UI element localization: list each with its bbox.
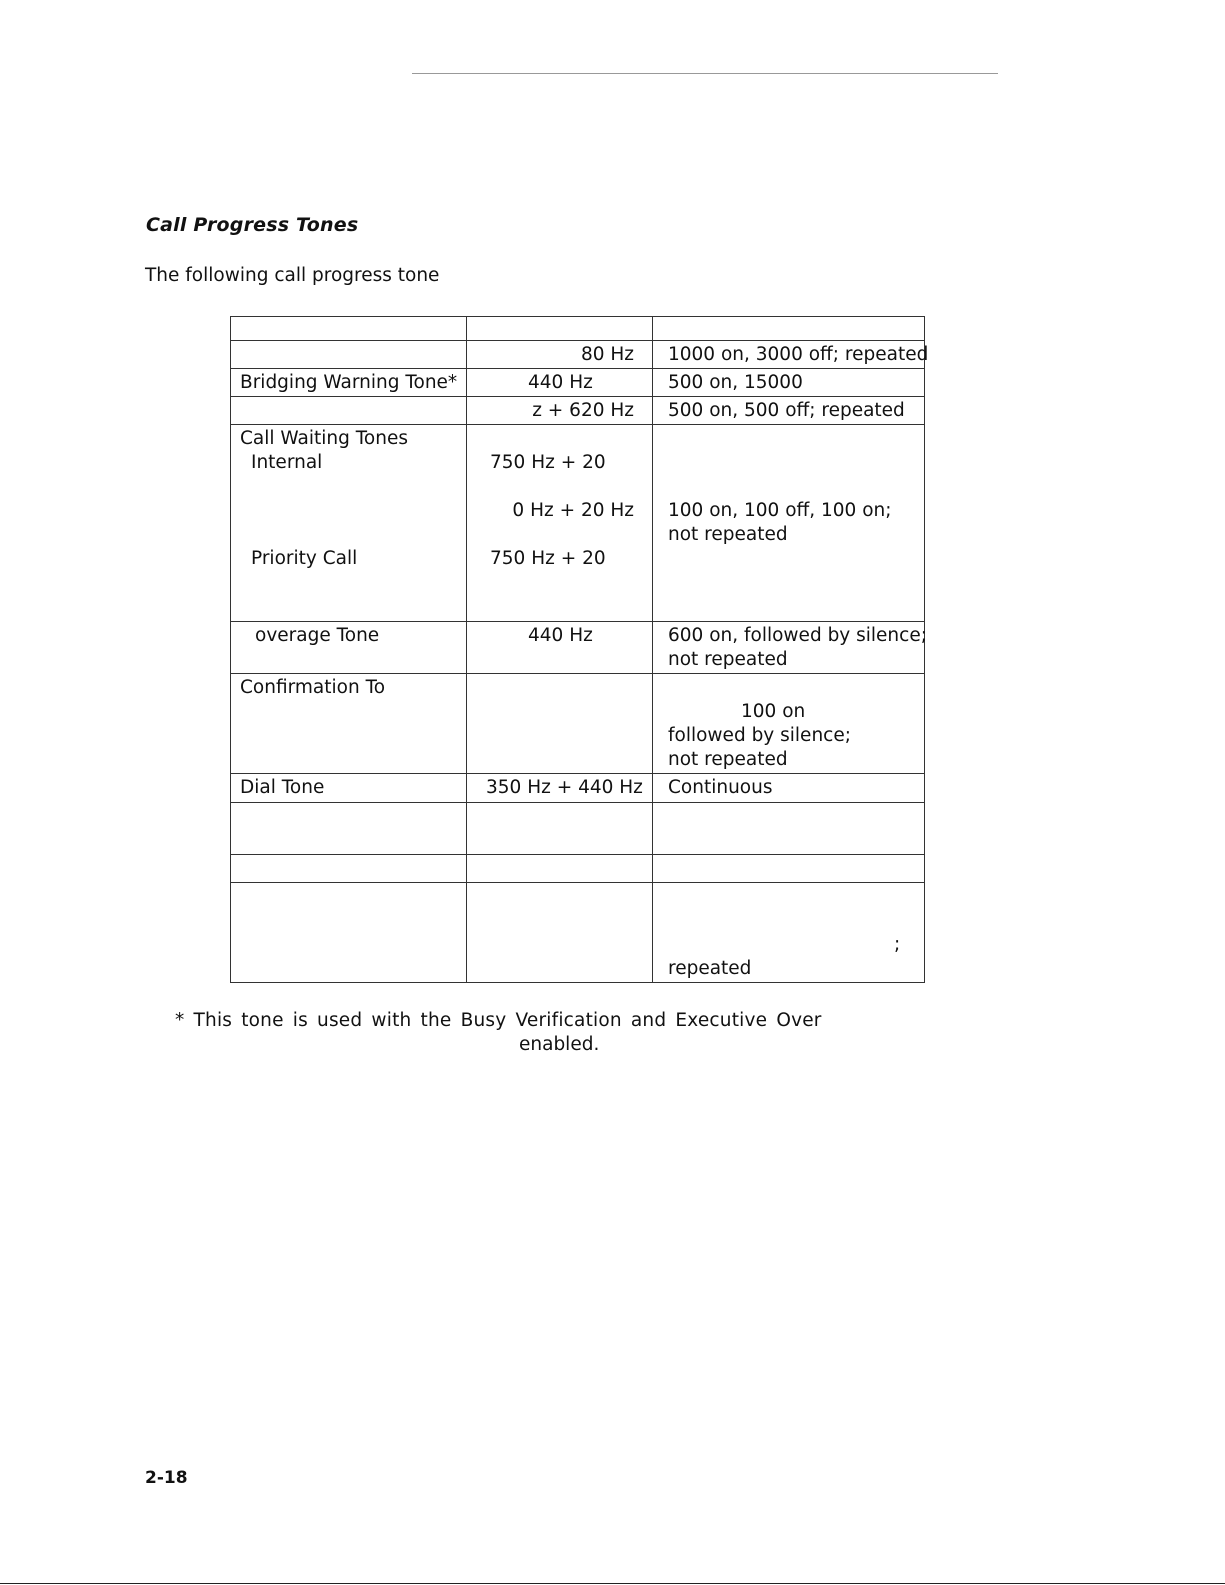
intro-text: The following call progress tone [145, 265, 440, 286]
table-line [230, 773, 925, 774]
table-line [652, 316, 653, 983]
table-cell: 500 on, 500 off; repeated [668, 400, 905, 421]
table-line [230, 424, 925, 425]
table-line [230, 340, 925, 341]
table-cell: repeated [668, 958, 752, 979]
table-line [230, 673, 925, 674]
table-cell: Continuous [668, 777, 773, 798]
table-line [230, 621, 925, 622]
table-line [230, 368, 925, 369]
table-cell: Dial Tone [240, 777, 325, 798]
table-cell: 600 on, followed by silence; [668, 625, 927, 646]
table-line [230, 316, 925, 317]
table-cell: 100 on [741, 701, 806, 722]
table-cell: ; [894, 934, 901, 955]
table-cell: 80 Hz [580, 344, 634, 365]
table-cell: 750 Hz + 20 [490, 452, 606, 473]
section-heading: Call Progress Tones [146, 214, 359, 236]
table-line [230, 882, 925, 883]
footnote-continuation: enabled. [519, 1034, 600, 1055]
table-cell: not repeated [668, 524, 788, 545]
table-cell: followed by silence; [668, 725, 851, 746]
table-cell: 0 Hz + 20 Hz [512, 500, 634, 521]
table-line [230, 854, 925, 855]
table-cell: 440 Hz [528, 372, 593, 393]
table-line [230, 982, 925, 983]
table-cell: Priority Call [251, 548, 358, 569]
table-cell: 100 on, 100 off, 100 on; [668, 500, 892, 521]
table-line [466, 316, 467, 983]
table-cell: overage Tone [255, 625, 380, 646]
table-line [230, 396, 925, 397]
table-cell: Call Waiting Tones [240, 428, 408, 449]
table-cell: 500 on, 15000 [668, 372, 803, 393]
table-cell: z + 620 Hz [532, 400, 634, 421]
table-cell: not repeated [668, 749, 788, 770]
header-rule [412, 73, 998, 74]
table-cell: 350 Hz + 440 Hz [486, 777, 643, 798]
footer-rule [0, 1583, 1225, 1584]
table-cell: 1000 on, 3000 off; repeated [668, 344, 929, 365]
table-cell: Bridging Warning Tone* [240, 372, 458, 393]
table-cell: 750 Hz + 20 [490, 548, 606, 569]
table-line [230, 316, 231, 983]
table-cell: Confirmation To [240, 677, 386, 698]
footnote: * This tone is used with the Busy Verification and Executive Over [175, 1010, 822, 1031]
table-cell: Internal [251, 452, 323, 473]
table-cell: not repeated [668, 649, 788, 670]
table-line [230, 802, 925, 803]
table-line [924, 316, 925, 983]
table-cell: 440 Hz [528, 625, 593, 646]
page-number: 2-18 [145, 1468, 188, 1488]
